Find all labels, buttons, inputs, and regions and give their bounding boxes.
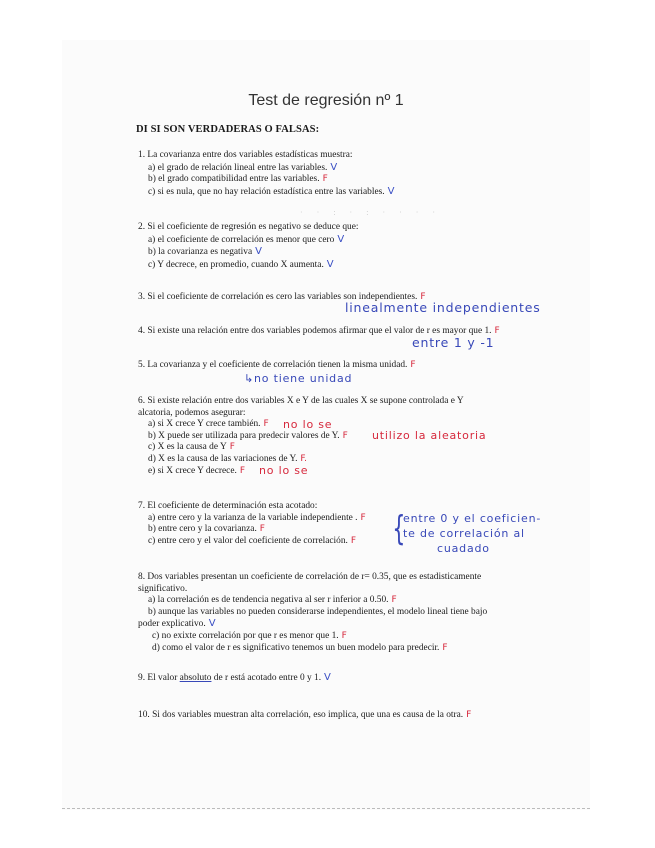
handwritten-note-q6b: utilizo la aleatoria — [372, 429, 487, 442]
question-1-option-b: b) el grado compatibilidad entre las variables. F — [148, 174, 328, 185]
page-title: Test de regresión nº 1 — [248, 92, 404, 109]
answer-mark: V — [330, 161, 338, 173]
handwritten-note-q7-line2: te de correlación al — [403, 527, 525, 540]
handwritten-note-q6a: no lo se — [283, 418, 333, 431]
sheet-bottom-edge — [62, 808, 590, 811]
question-8-stem-cont: significativo. — [138, 583, 188, 594]
answer-mark: F — [442, 642, 448, 653]
question-1-option-a: a) el grado de relación lineal entre las variables. V — [148, 161, 338, 173]
question-5-stem: 5. La covarianza y el coeficiente de correlación tienen la misma unidad. — [138, 360, 408, 370]
answer-mark: F. — [300, 453, 308, 464]
question-6-option-a: a) si X crece Y crece también. F — [148, 419, 269, 430]
question-7-option-b: b) entre cero y la covarianza. F — [148, 524, 265, 535]
question-1 — [138, 150, 394, 198]
question-8-option-c: c) no exixte correlación por que r es menor que 1. F — [152, 630, 347, 641]
underlined-word: absoluto — [179, 673, 212, 683]
answer-mark: F — [494, 326, 500, 336]
answer-mark: F — [420, 292, 426, 302]
answer-mark: F — [263, 419, 269, 430]
question-4-stem: 4. Si existe una relación entre dos variables podemos afirmar que el valor de r es mayor que 1. — [138, 326, 492, 336]
question-10 — [138, 710, 471, 722]
section-heading: DI SI SON VERDADERAS O FALSAS: — [136, 124, 320, 135]
question-7-option-c: c) entre cero y el valor del coeficiente de correlación. F — [148, 535, 357, 546]
question-1-stem: 1. La covarianza entre dos variables estadísticas muestra: — [138, 150, 353, 160]
answer-mark: V — [326, 258, 334, 270]
question-2-option-a: a) el coeficiente de correlación es menor que cero V — [148, 233, 345, 245]
answer-mark: V — [387, 185, 395, 197]
answer-mark: F — [322, 174, 328, 185]
question-3-stem: 3. Si el coeficiente de correlación es cero las variables son independientes. — [138, 292, 418, 302]
answer-mark: F — [259, 524, 265, 535]
question-8 — [138, 572, 487, 654]
answer-mark: F — [410, 360, 416, 370]
answer-mark: F — [360, 512, 366, 523]
question-8-option-b: b) aunque las variables no pueden considerarse independientes, el modelo lineal tiene bajo — [148, 606, 488, 617]
question-1-option-c: c) si es nula, que no hay relación estadística entre las variables. V — [148, 185, 395, 197]
answer-mark: F — [350, 535, 357, 546]
answer-mark: V — [208, 618, 216, 630]
answer-mark: F — [229, 442, 235, 453]
answer-mark: V — [255, 246, 262, 258]
question-2-option-c: c) Y decrece, en promedio, cuando X aumenta. V — [148, 258, 334, 270]
question-6-option-b: b) X puede ser utilizada para predecir valores de Y. F — [148, 430, 348, 441]
handwritten-note-q6e: no lo se — [259, 464, 309, 477]
question-2-option-b: b) la covarianza es negativa V — [148, 246, 262, 258]
question-6-option-e: e) si X crece Y decrece. F — [148, 465, 246, 476]
brace-icon: { — [392, 509, 406, 549]
question-10-stem: 10. Si dos variables muestran alta correlación, eso implica, que una es causa de la otra. — [138, 710, 464, 720]
question-7 — [138, 501, 366, 547]
handwritten-note-q4: entre 1 y -1 — [412, 335, 495, 350]
question-8-option-b-cont: poder explicativo. V — [138, 618, 216, 630]
answer-mark: F — [342, 430, 348, 441]
question-8-stem: 8. Dos variables presentan un coeficiente de correlación de r= 0.35, que es estadisticamente — [138, 572, 482, 582]
question-2-stem: 2. Si el coeficiente de regresión es negativo se deduce que: — [138, 222, 359, 232]
question-6-option-d: d) X es la causa de las variaciones de Y. F. — [148, 453, 308, 464]
scan-artifact: · · : · : · · · · — [300, 208, 442, 217]
question-8-option-a: a) la correlación es de tendencia negativa al ser r inferior a 0.50. F — [148, 595, 397, 606]
answer-mark: V — [324, 672, 331, 683]
question-9: 9. El valor absoluto de r está acotado entre 0 y 1. V — [138, 672, 331, 683]
question-6-option-c: c) X es la causa de Y F — [148, 442, 235, 453]
question-7-stem: 7. El coeficiente de determinación esta acotado: — [138, 501, 318, 511]
answer-mark: V — [337, 233, 345, 245]
handwritten-note-q7-line3: cuadado — [437, 542, 490, 555]
question-5 — [138, 360, 416, 372]
question-8-option-d: d) como el valor de r es significativo tenemos un buen modelo para predecir. F — [152, 642, 448, 653]
answer-mark: F — [391, 595, 397, 606]
question-2 — [138, 222, 359, 271]
handwritten-note-q3: linealmente independientes — [345, 300, 541, 315]
handwritten-note-q7-line1: entre 0 y el coeficien- — [403, 512, 542, 525]
question-6-stem-cont: alcatoria, podemos asegurar: — [138, 407, 246, 418]
question-7-option-a: a) entre cero y la varianza de la variable independiente . F — [148, 512, 366, 523]
answer-mark: F — [341, 630, 347, 641]
handwritten-note-q5: ↳no tiene unidad — [244, 372, 353, 385]
answer-mark: F — [239, 465, 246, 476]
answer-mark: F — [466, 710, 472, 720]
question-6-stem: 6. Si existe relación entre dos variables X e Y de las cuales X se supone controlada e Y — [138, 396, 464, 406]
